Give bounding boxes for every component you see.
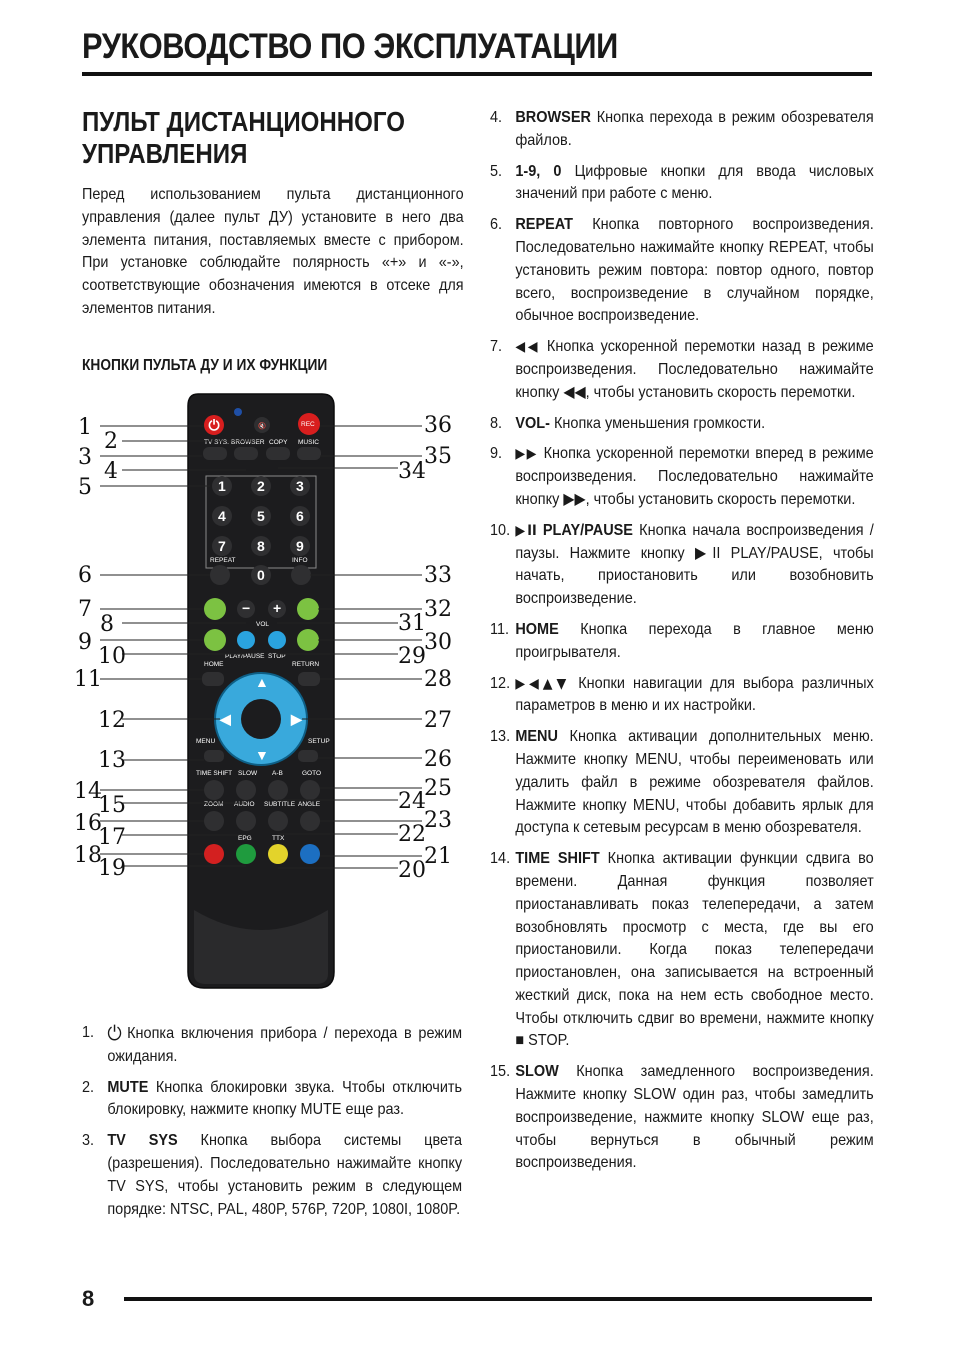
item-text: Кнопка перехода в главное меню проигрывателя. — [515, 620, 874, 661]
list-item — [490, 214, 874, 328]
list-item — [490, 336, 874, 404]
callout-11: 11 — [74, 667, 102, 692]
zoom-button[interactable] — [204, 811, 224, 831]
callout-4: 4 — [104, 459, 118, 484]
playpause-label: PLAY/PAUSE — [225, 653, 265, 660]
remote-diagram — [70, 390, 460, 1000]
info-label: INFO — [292, 557, 308, 564]
mute-icon: 🔇 — [258, 423, 267, 430]
goto-label: GOTO — [302, 770, 322, 777]
rewind-button[interactable] — [204, 598, 226, 620]
fastforward-alt-button[interactable] — [297, 598, 319, 620]
home-label: HOME — [204, 661, 224, 668]
callout-19: 19 — [98, 856, 126, 881]
repeat-label: REPEAT — [210, 557, 236, 564]
music-label: MUSIC — [298, 439, 319, 446]
item-text: Кнопка выбора системы цвета (разрешения). Последовательно нажимайте кнопку TV SYS, чтобы установить режим в следующем порядке: NTSC, PAL, 480P, 576P, 720P, 1080I, 1080P. — [107, 1132, 463, 1218]
menu-button[interactable] — [204, 750, 224, 762]
nav-left-icon: ◀ — [220, 711, 231, 727]
menu-label: MENU — [196, 738, 216, 745]
item-text: Кнопки навигации для выбора различных параметров в меню и их настройки. — [515, 674, 874, 715]
callout-17: 17 — [98, 825, 126, 850]
callout-1: 1 — [78, 415, 92, 440]
digit-7-label: 7 — [218, 538, 226, 554]
red-key-button[interactable] — [204, 844, 224, 864]
item-number: 9. — [490, 445, 503, 463]
item-text: Кнопка активации дополнительных меню. Нажмите кнопку MENU, чтобы переименовать или удалить файл в режиме обозревателя файлов. Нажмите кнопку MENU, чтобы добавить ярлык для доступа к сетевым ресурсам в меню обозревателя. — [515, 728, 874, 837]
item-number: 12. — [490, 674, 511, 692]
list-item — [490, 673, 874, 719]
power-icon: ⏻ — [107, 1021, 122, 1045]
stop-button[interactable] — [268, 631, 286, 649]
digit-9-label: 9 — [296, 538, 304, 554]
callout-28: 28 — [424, 667, 452, 692]
item-number: 2. — [82, 1078, 95, 1096]
item-text: Цифровые кнопки для ввода числовых значений при работе с меню. — [515, 162, 874, 203]
item-text: Кнопка активации функции сдвига во времени. Данная функция позволяет приостанавливать показ телепередачи, а затем возобновлять просмотр с места, где вы его приостановили. Когда показ телепередачи приостановлен, она записывается на встроенный жесткий диск, пока на нем есть свободное место. Чтобы отключить сдвиг во времени, нажмите кнопку ■ STOP. — [515, 850, 874, 1050]
tvsys-label: TV SYS. — [204, 439, 229, 446]
audio-button[interactable] — [236, 811, 256, 831]
list-item — [490, 107, 874, 153]
item-term: PLAY/PAUSE — [542, 521, 633, 539]
list-item — [82, 1077, 462, 1123]
blue-key-button[interactable] — [300, 844, 320, 864]
green-key-button[interactable] — [236, 844, 256, 864]
info-button[interactable] — [291, 565, 311, 585]
item-number: 8. — [490, 414, 503, 432]
tvsys-button[interactable] — [203, 447, 227, 460]
vol-label: VOL — [256, 621, 270, 628]
power-icon: ⏻ — [208, 417, 220, 433]
epg-label: EPG — [238, 835, 252, 842]
item-term: TIME SHIFT — [515, 850, 600, 868]
callout-29: 29 — [398, 644, 426, 669]
music-button[interactable] — [297, 447, 321, 460]
item-term: REPEAT — [515, 216, 574, 234]
list-item — [82, 1130, 462, 1221]
callout-8: 8 — [100, 612, 114, 637]
list-item — [490, 1061, 874, 1175]
item-term: MENU — [515, 728, 558, 746]
digit-5-label: 5 — [257, 508, 265, 524]
callout-30: 30 — [424, 630, 452, 655]
left-button-list — [82, 1022, 462, 1229]
item-term: MUTE — [107, 1078, 149, 1096]
angle-button[interactable] — [300, 811, 320, 831]
next-button[interactable] — [297, 629, 319, 651]
callout-20: 20 — [398, 858, 426, 883]
item-number: 10. — [490, 521, 511, 539]
callout-12: 12 — [98, 708, 126, 733]
browser-label: BROWSER — [231, 439, 265, 446]
item-term: HOME — [515, 620, 559, 638]
digit-0-label: 0 — [257, 567, 265, 583]
callout-6: 6 — [78, 563, 92, 588]
subtitle-label: SUBTITLE — [264, 801, 296, 808]
callout-24: 24 — [398, 789, 426, 814]
item-term: BROWSER — [515, 109, 591, 126]
digit-8-label: 8 — [257, 538, 265, 554]
header-rule — [82, 72, 872, 76]
section-title-line1: ПУЛЬТ ДИСТАНЦИОННОГО — [82, 106, 405, 137]
item-number: 13. — [490, 728, 511, 746]
playpause-button[interactable] — [237, 631, 255, 649]
fastforward-button[interactable] — [204, 629, 226, 651]
item-number: 3. — [82, 1132, 95, 1150]
item-term: SLOW — [515, 1063, 559, 1081]
intro-paragraph: Перед использованием пульта дистанционного управления (далее пульт ДУ) установите в него два элемента питания, поставляемых вместе с прибором. При установке соблюдайте полярность «+» и «-», соответствующие обозначения имеются в отсеке для элементов питания. — [82, 186, 464, 317]
digit-3-label: 3 — [296, 478, 304, 494]
ab-label: A-B — [272, 770, 283, 777]
item-text: Кнопка уменьшения громкости. — [553, 414, 766, 432]
zoom-label: ZOOM — [204, 801, 224, 808]
slow-label: SLOW — [238, 770, 258, 777]
rewind-icon: ◀◀ — [515, 339, 541, 356]
footer-rule — [124, 1297, 872, 1301]
callout-25: 25 — [424, 776, 452, 801]
page-title: РУКОВОДСТВО ПО ЭКСПЛУАТАЦИИ — [82, 27, 618, 66]
vol-plus-icon: + — [273, 600, 282, 616]
callout-7: 7 — [78, 597, 92, 622]
callout-34: 34 — [398, 459, 426, 484]
callout-14: 14 — [74, 779, 102, 804]
digit-4-label: 4 — [218, 508, 226, 524]
list-item — [490, 848, 874, 1053]
timeshift-button[interactable] — [204, 780, 224, 800]
return-label: RETURN — [292, 661, 320, 668]
vol-minus-icon: − — [242, 600, 251, 616]
callout-23: 23 — [424, 808, 452, 833]
item-text: Кнопка повторного воспроизведения. Последовательно нажимайте кнопку REPEAT, чтобы установить режим повтора: повтор одного, повтор всего, воспроизведение в случайном порядке, обычное воспроизведение. — [515, 216, 874, 325]
callout-3: 3 — [78, 445, 92, 470]
callout-22: 22 — [398, 822, 426, 847]
goto-button[interactable] — [300, 780, 320, 800]
right-button-list — [490, 107, 874, 1183]
item-number: 1. — [82, 1024, 95, 1041]
item-number: 14. — [490, 850, 511, 868]
list-item — [490, 619, 874, 665]
digit-6-label: 6 — [296, 508, 304, 524]
list-item — [490, 520, 874, 611]
repeat-button[interactable] — [210, 565, 230, 585]
nav-down-icon: ▼ — [255, 747, 269, 763]
list-item — [490, 161, 874, 207]
callout-35: 35 — [424, 444, 452, 469]
setup-label: SETUP — [308, 738, 330, 745]
item-text: Кнопка ускоренной перемотки назад в режиме воспроизведения. Последовательно нажимайте кнопку ◀◀, чтобы установить скорость перемотки. — [515, 338, 874, 401]
callout-21: 21 — [424, 844, 452, 869]
audio-label: AUDIO — [234, 801, 255, 808]
browser-button[interactable] — [234, 447, 258, 460]
ir-window — [234, 408, 242, 416]
callout-27: 27 — [424, 708, 452, 733]
playpause-icon: ▶II — [515, 522, 537, 539]
list-item — [490, 413, 874, 436]
section-title-line2: УПРАВЛЕНИЯ — [82, 138, 248, 169]
angle-label: ANGLE — [298, 801, 321, 808]
item-term: 1-9, 0 — [515, 162, 562, 180]
timeshift-label: TIME SHIFT — [196, 770, 233, 777]
list-item — [490, 726, 874, 840]
ttx-label: TTX — [272, 835, 285, 842]
callout-15: 15 — [98, 793, 126, 818]
fastforward-icon: ▶▶ — [515, 446, 538, 463]
callout-10: 10 — [98, 644, 126, 669]
remote-subheading: КНОПКИ ПУЛЬТА ДУ И ИХ ФУНКЦИИ — [82, 357, 328, 374]
item-number: 5. — [490, 162, 503, 180]
list-item — [490, 443, 874, 511]
digit-1-label: 1 — [218, 478, 226, 494]
section-title — [82, 106, 460, 170]
item-text: Кнопка блокировки звука. Чтобы отключить блокировку, нажмите кнопку MUTE еще раз. — [107, 1078, 463, 1119]
item-number: 15. — [490, 1063, 511, 1081]
item-text: Кнопка перехода в режим обозревателя файлов. — [515, 109, 874, 149]
callout-36: 36 — [424, 413, 452, 438]
return-button[interactable] — [298, 672, 320, 686]
nav-right-icon: ▶ — [291, 711, 302, 727]
callout-18: 18 — [74, 843, 102, 868]
rec-button-label: REC — [301, 421, 315, 428]
setup-button[interactable] — [298, 750, 318, 762]
callout-2: 2 — [104, 429, 118, 454]
navigation-arrows-icon: ▶◀▲▼ — [515, 675, 571, 692]
item-term: VOL- — [515, 414, 550, 432]
nav-ok-button[interactable] — [241, 699, 281, 739]
item-number: 11. — [490, 620, 510, 638]
item-text: Кнопка включения прибора / перехода в режим ожидания. — [107, 1025, 463, 1065]
ab-button[interactable] — [268, 780, 288, 800]
intro-section — [82, 106, 464, 321]
stop-label: STOP — [268, 653, 286, 660]
digit-2-label: 2 — [257, 478, 265, 494]
home-button[interactable] — [202, 672, 224, 686]
callout-32: 32 — [424, 597, 452, 622]
nav-up-icon: ▲ — [255, 674, 269, 690]
subtitle-button[interactable] — [268, 811, 288, 831]
remote-svg — [70, 390, 460, 1000]
copy-button[interactable] — [266, 447, 290, 460]
item-number: 6. — [490, 216, 503, 234]
item-number: 4. — [490, 109, 503, 126]
callout-13: 13 — [98, 748, 126, 773]
callout-16: 16 — [74, 811, 102, 836]
item-number: 7. — [490, 338, 503, 356]
item-text: Кнопка ускоренной перемотки вперед в режиме воспроизведения. Последовательно нажимайте кнопку ▶▶, чтобы установить скорость перемотки. — [515, 445, 874, 508]
list-item — [82, 1022, 462, 1069]
page-header — [82, 26, 872, 76]
copy-label: COPY — [269, 439, 288, 446]
slow-button[interactable] — [236, 780, 256, 800]
callout-26: 26 — [424, 747, 452, 772]
yellow-key-button[interactable] — [268, 844, 288, 864]
callout-31: 31 — [398, 611, 426, 636]
item-term: TV SYS — [107, 1132, 178, 1150]
callout-5: 5 — [78, 475, 92, 500]
callout-9: 9 — [78, 630, 92, 655]
page-number: 8 — [82, 1286, 95, 1311]
item-text: Кнопка начала воспроизведения / паузы. Нажмите кнопку ▶II PLAY/PAUSE, чтобы начать, приостановить или возобновить воспроизведение. — [515, 521, 874, 608]
item-text: Кнопка замедленного воспроизведения. Нажмите кнопку SLOW один раз, чтобы замедлить воспроизведение, нажмите кнопку SLOW еще раз, чтобы вернуться в обычный режим воспроизведения. — [515, 1063, 874, 1172]
callout-33: 33 — [424, 563, 452, 588]
